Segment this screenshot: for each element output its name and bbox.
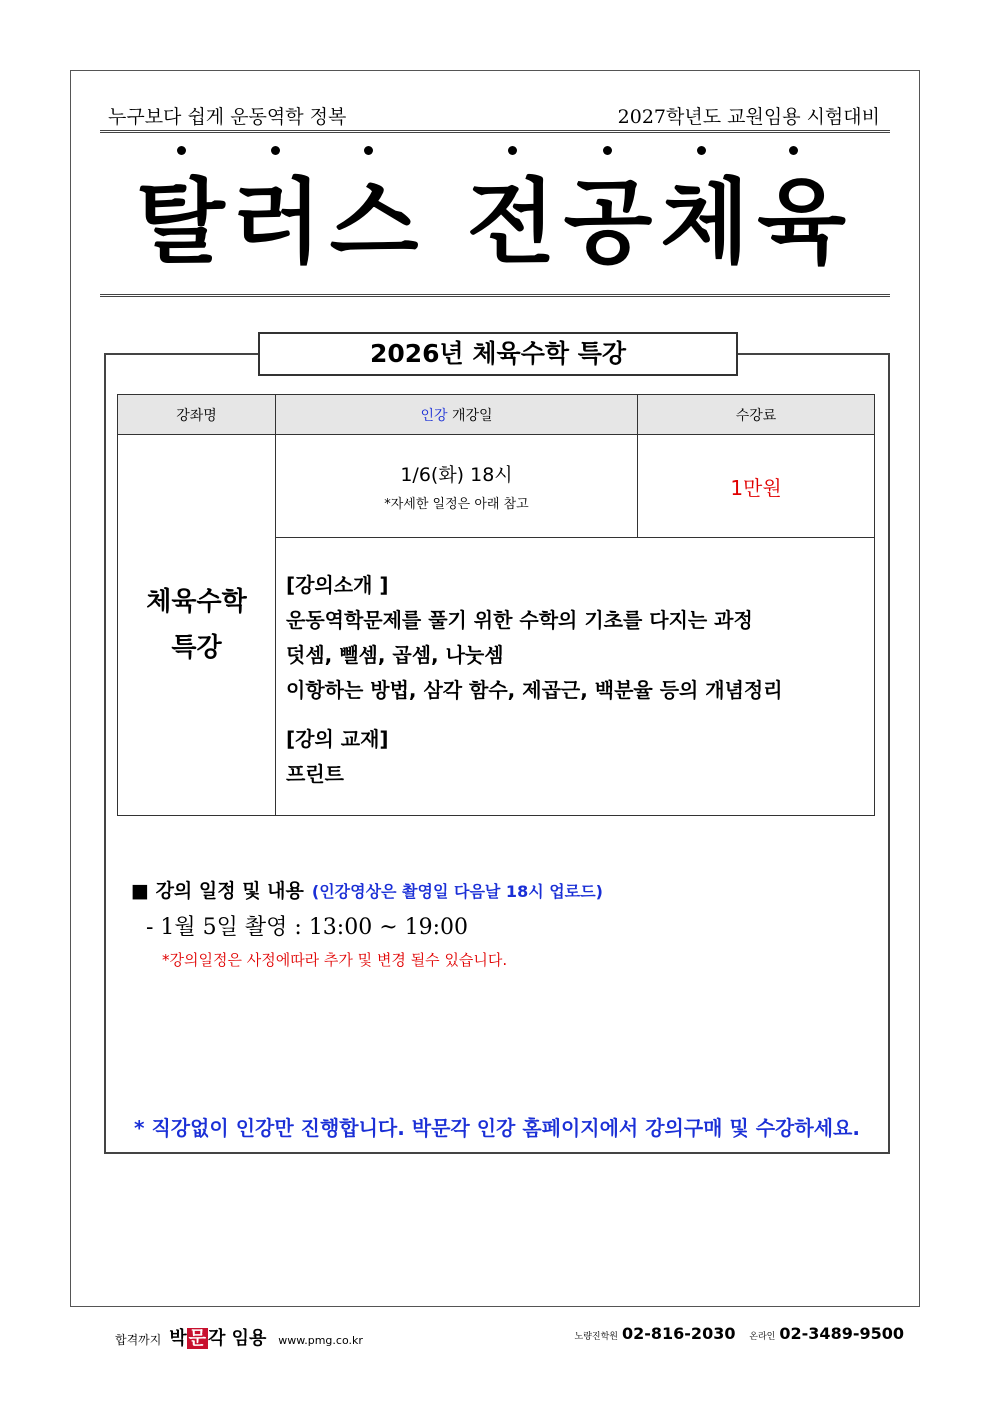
- brand-part: 임용: [225, 1328, 267, 1349]
- header-fee: 수강료: [638, 395, 875, 435]
- title-dots: [0, 146, 992, 166]
- schedule-title: ■ 강의 일정 및 내용: [131, 880, 304, 902]
- course-description: [276, 538, 875, 816]
- footer-left: [115, 1324, 363, 1350]
- intro-line: 운동역학문제를 풀기 위한 수학의 기초를 다지는 과정: [286, 608, 753, 632]
- header-left: 누구보다 쉽게 운동역학 정복: [108, 106, 347, 128]
- intro-line: 이항하는 방법, 삼각 함수, 제곱근, 백분율 등의 개념정리: [286, 678, 783, 702]
- course-name-2: 특강: [171, 633, 222, 663]
- course-name-1: 체육수학: [146, 587, 247, 617]
- open-date-cell: [276, 435, 638, 538]
- header-open-date: [276, 395, 638, 435]
- header-right: 2027학년도 교원임용 시험대비: [617, 106, 880, 128]
- dot: [508, 146, 517, 155]
- header-course-name: 강좌명: [118, 395, 276, 435]
- dot: [789, 146, 798, 155]
- intro-title: [강의소개 ]: [286, 573, 389, 597]
- header-open-prefix: 인강: [420, 407, 448, 424]
- header-line: [100, 100, 890, 133]
- footer-label-2: 온라인: [749, 1332, 776, 1342]
- dot: [364, 146, 373, 155]
- header-open-rest: 개강일: [447, 407, 493, 424]
- fee-value: 1만원: [638, 435, 875, 538]
- spacer: [286, 708, 874, 722]
- bottom-notice: * 직강없이 인강만 진행합니다. 박문각 인강 홈페이지에서 강의구매 및 수강하세요.: [134, 1116, 860, 1140]
- page-title: 탈러스 전공체육: [135, 169, 855, 276]
- footer-label-1: 노량진학원: [574, 1332, 618, 1342]
- open-date-note: *자세한 일정은 아래 참고: [384, 497, 529, 512]
- brand-part: 각: [207, 1328, 226, 1349]
- book-title: [강의 교재]: [286, 727, 389, 751]
- brand-logo: [169, 1328, 266, 1349]
- dot: [177, 146, 186, 155]
- footer-right: [565, 1324, 905, 1343]
- footer-tel-2: 02-3489-9500: [779, 1324, 904, 1343]
- dot: [603, 146, 612, 155]
- open-date: 1/6(화) 18시: [400, 464, 513, 486]
- dot: [271, 146, 280, 155]
- schedule-shoot: - 1월 5일 촬영 : 13:00 ~ 19:00: [146, 915, 469, 940]
- dot: [697, 146, 706, 155]
- footer: [0, 1320, 992, 1349]
- title-divider: [100, 294, 890, 301]
- brand-part: 박: [169, 1328, 187, 1349]
- schedule-note: *강의일정은 사정에따라 추가 및 변경 될수 있습니다.: [162, 951, 508, 969]
- section-banner: 2026년 체육수학 특강: [258, 332, 738, 376]
- intro-line: 덧셈, 뺄셈, 곱셈, 나눗셈: [286, 643, 504, 667]
- brand-part-highlight: 문: [188, 1328, 206, 1349]
- footer-slogan: 합격까지: [115, 1333, 162, 1347]
- course-name-cell: [118, 435, 276, 816]
- footer-url[interactable]: www.pmg.co.kr: [278, 1334, 363, 1347]
- course-table: [117, 394, 875, 816]
- book-value: 프린트: [286, 762, 344, 786]
- schedule-subtitle: (인강영상은 촬영일 다음날 18시 업로드): [311, 882, 603, 901]
- schedule-heading: [131, 876, 603, 903]
- footer-tel-1: 02-816-2030: [621, 1324, 736, 1343]
